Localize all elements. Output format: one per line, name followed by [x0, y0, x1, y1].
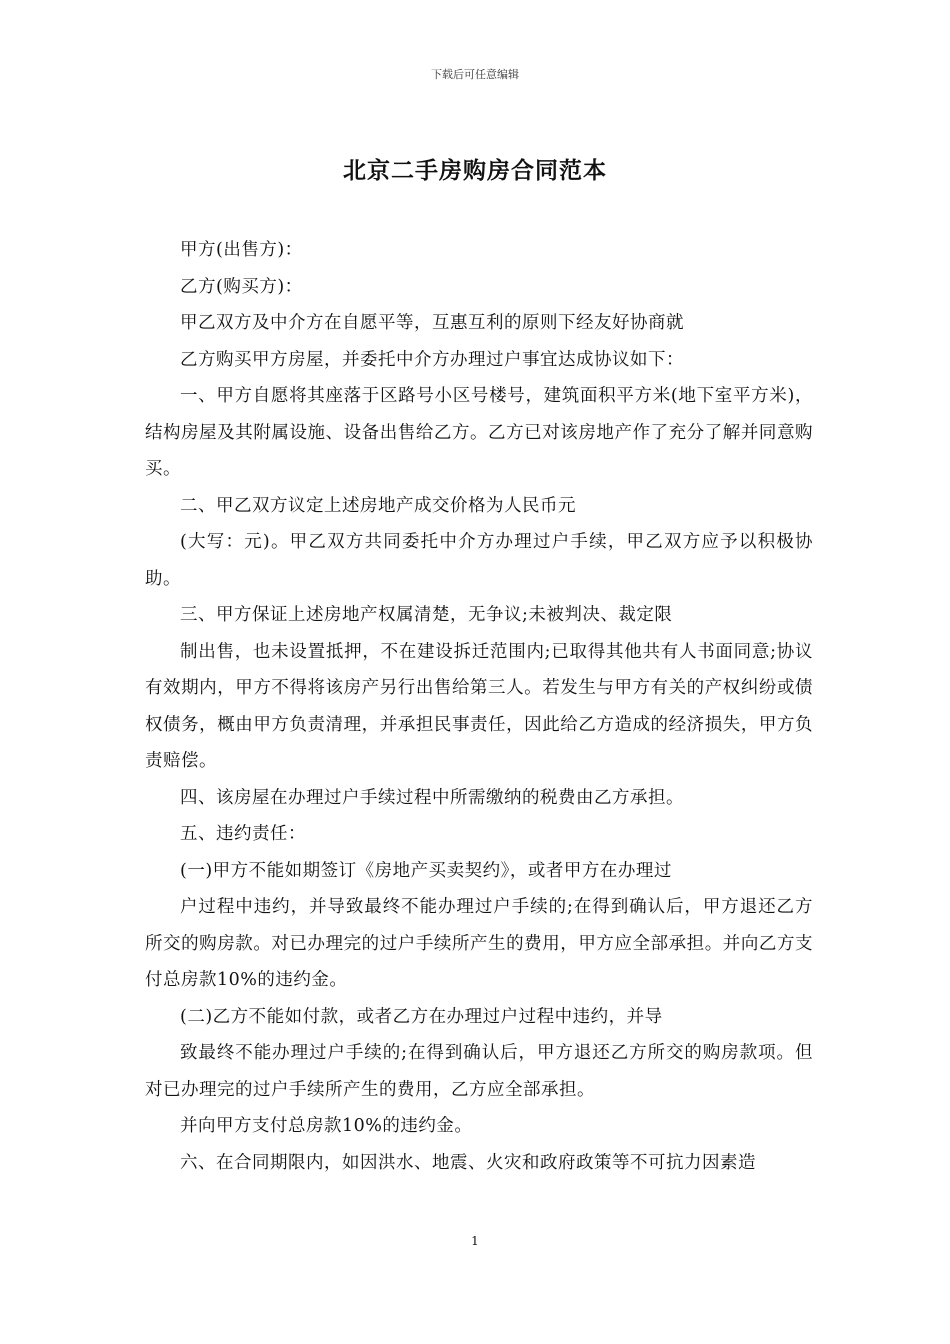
- document-title: 北京二手房购房合同范本: [343, 157, 607, 184]
- paragraph: 四、该房屋在办理过户手续过程中所需缴纳的税费由乙方承担。: [180, 787, 684, 808]
- paragraph: 乙方(购买方)：: [180, 276, 303, 297]
- paragraph: (二)乙方不能如付款，或者乙方在办理过户过程中违约，并导: [180, 1006, 663, 1027]
- paragraph: (大写：元)。甲乙双方共同委托中介方办理过户手续，甲乙双方应予以积极协助。: [145, 532, 813, 589]
- paragraph: 六、在合同期限内，如因洪水、地震、火灾和政府政策等不可抗力因素造: [180, 1152, 756, 1173]
- paragraph: 五、违约责任：: [180, 824, 306, 844]
- paragraph: 甲方(出售方)：: [180, 240, 303, 260]
- paragraph: (一)甲方不能如期签订《房地产买卖契约》，或者甲方在办理过: [180, 860, 672, 881]
- paragraph: 甲乙双方及中介方在自愿平等，互惠互利的原则下经友好协商就: [180, 313, 684, 333]
- paragraph: 并向甲方支付总房款10%的违约金。: [180, 1116, 473, 1136]
- paragraph: 三、甲方保证上述房地产权属清楚，无争议;未被判决、裁定限: [180, 605, 673, 625]
- page-header: 下载后可任意编辑: [431, 68, 519, 81]
- paragraph: 一、甲方自愿将其座落于区路号小区号楼号，建筑面积平方米(地下室平方米)，结构房屋及其附属设施、设备出售给乙方。乙方已对该房地产作了充分了解并同意购买。: [145, 386, 813, 479]
- page-number: 1: [471, 1234, 479, 1248]
- paragraph: 二、甲乙双方议定上述房地产成交价格为人民币元: [180, 495, 576, 516]
- document-body: [145, 232, 813, 1181]
- paragraph: 致最终不能办理过户手续的;在得到确认后，甲方退还乙方所交的购房款项。但对已办理完的过户手续所产生的费用，乙方应全部承担。: [145, 1043, 813, 1100]
- paragraph: 制出售，也未设置抵押，不在建设拆迁范围内;已取得其他共有人书面同意;协议有效期内，甲方不得将该房产另行出售给第三人。若发生与甲方有关的产权纠纷或债权债务，概由甲方负责清理，并承担民事责任，因此给乙方造成的经济损失，甲方负责赔偿。: [145, 641, 813, 771]
- paragraph: 乙方购买甲方房屋，并委托中介方办理过户事宜达成协议如下：: [180, 349, 684, 370]
- paragraph: 户过程中违约，并导致最终不能办理过户手续的;在得到确认后，甲方退还乙方所交的购房款。对已办理完的过户手续所产生的费用，甲方应全部承担。并向乙方支付总房款10%的违约金。: [145, 897, 813, 990]
